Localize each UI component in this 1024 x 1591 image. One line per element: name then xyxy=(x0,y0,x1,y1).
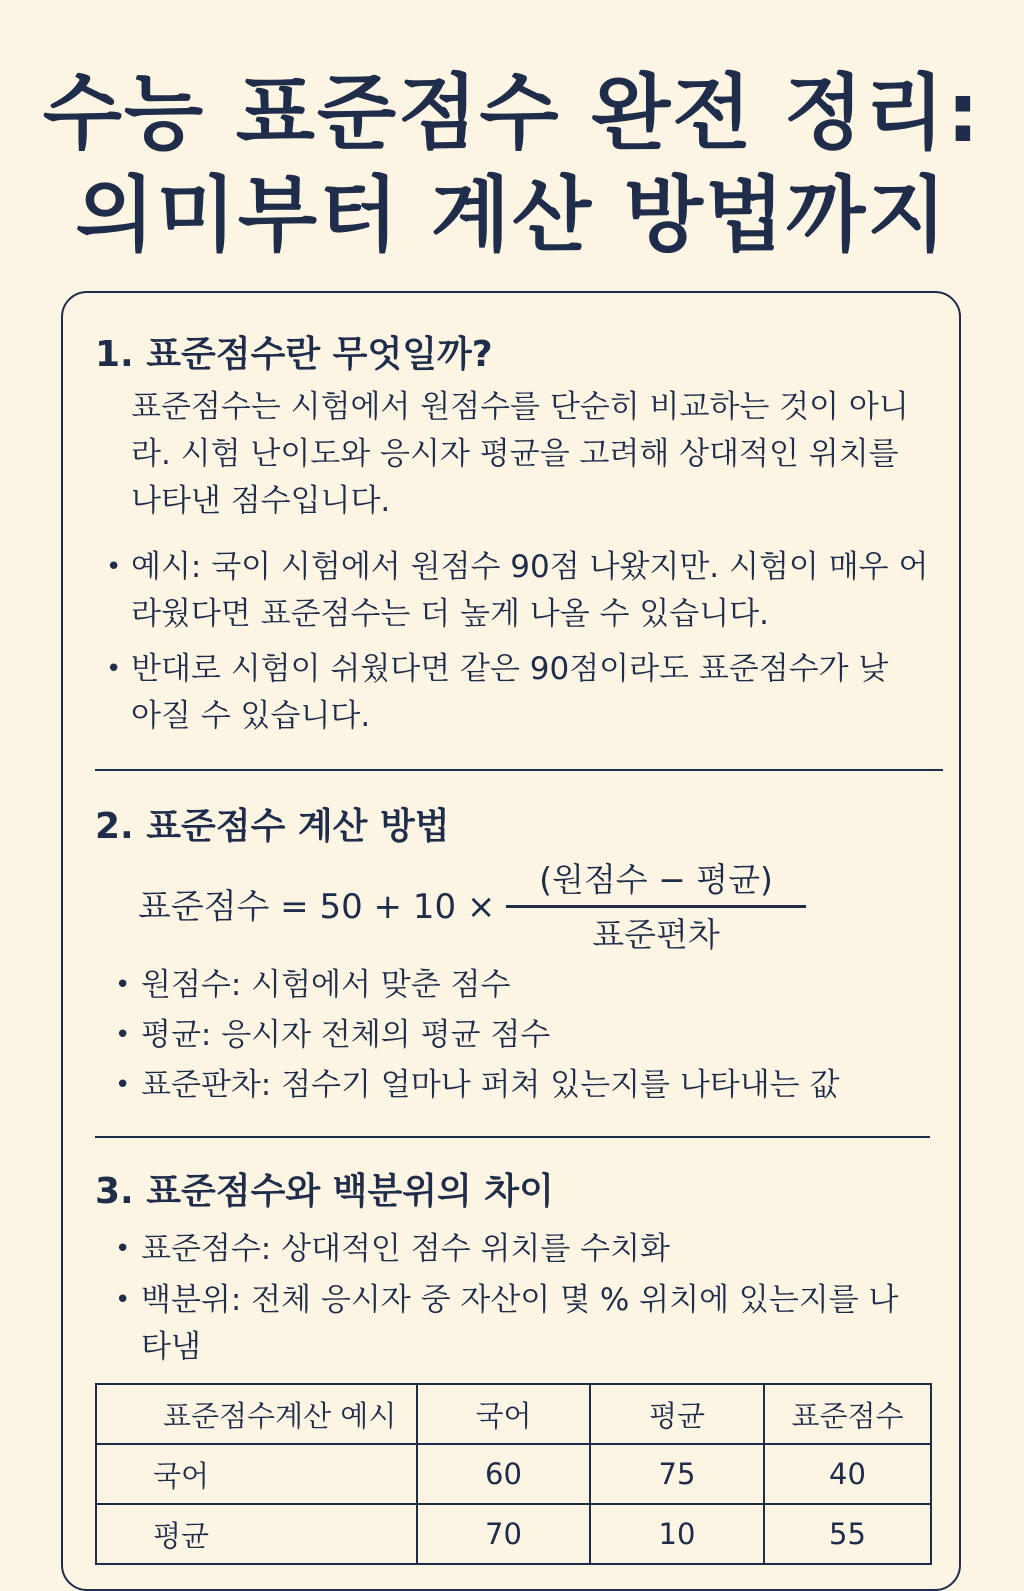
table-cell: 70 xyxy=(417,1504,590,1564)
section-3-heading: 3. 표준점수와 백분위의 차이 xyxy=(95,1171,554,1212)
table-cell: 75 xyxy=(590,1444,764,1504)
formula-lhs: 표준점수 = 50 + 10 × xyxy=(138,887,496,927)
bullet-dot: • xyxy=(115,1285,131,1315)
score-example-table xyxy=(95,1383,932,1565)
table-cell: 55 xyxy=(764,1504,931,1564)
section-3-bullet-1: 표준점수: 상대적인 점수 위치를 수치화 xyxy=(141,1231,670,1267)
table-cell: 국어 xyxy=(96,1444,417,1504)
fraction-bar xyxy=(506,905,806,908)
table-header-cell: 평균 xyxy=(590,1384,764,1444)
section-1-bullet-2: 반대로 시험이 쉬웠다면 같은 90점이라도 표준점수가 낮아질 수 있습니다. xyxy=(131,651,889,734)
table-row xyxy=(96,1504,931,1564)
bullet-dot: • xyxy=(115,970,131,1000)
section-2-bullet-1: 원점수: 시험에서 맞춘 점수 xyxy=(141,967,511,1003)
bullet-dot: • xyxy=(106,552,122,582)
table-row xyxy=(96,1444,931,1504)
table-header-cell: 국어 xyxy=(417,1384,590,1444)
table-cell: 60 xyxy=(417,1444,590,1504)
section-2-bullet-3: 표준판차: 점수기 얼마나 퍼쳐 있는지를 나타내는 값 xyxy=(141,1067,840,1103)
section-2-heading: 2. 표준점수 계산 방법 xyxy=(95,806,450,847)
table-header-cell: 표준점수 xyxy=(764,1384,931,1444)
section-1-intro: 표준점수는 시험에서 원점수를 단순히 비교하는 것이 아니라. 시험 난이도와 응시자 평균을 고려해 상대적인 위치를 나타낸 점수입니다. xyxy=(131,389,909,519)
bullet-dot: • xyxy=(115,1234,131,1264)
table-cell: 평균 xyxy=(96,1504,417,1564)
formula-denominator: 표준편차 xyxy=(592,915,720,954)
page-title-line-1: 수능 표준점수 완전 정리: xyxy=(42,66,982,161)
section-2-bullet-2: 평균: 응시자 전체의 평균 점수 xyxy=(141,1017,551,1053)
table-cell: 10 xyxy=(590,1504,764,1564)
bullet-dot: • xyxy=(115,1070,131,1100)
table-header-cell: 표준점수계산 예시 xyxy=(96,1384,417,1444)
bullet-dot: • xyxy=(115,1020,131,1050)
page-title-line-2: 의미부터 계산 방법까지 xyxy=(75,168,949,263)
section-divider xyxy=(95,1136,930,1138)
bullet-dot: • xyxy=(106,654,122,684)
formula-numerator: (원점수 − 평균) xyxy=(539,860,773,899)
table-cell: 40 xyxy=(764,1444,931,1504)
section-divider xyxy=(95,769,943,771)
section-1-bullet-1: 예시: 국이 시험에서 원점수 90점 나왔지만. 시험이 매우 어라웠다면 표준점수는 더 높게 나올 수 있습니다. xyxy=(131,549,929,632)
section-1-heading: 1. 표준점수란 무엇일까? xyxy=(95,334,493,375)
section-3-bullet-2: 백분위: 전체 응시자 중 자산이 몇 % 위치에 있는지를 나타냄 xyxy=(141,1282,899,1365)
table-header-row xyxy=(96,1384,931,1444)
